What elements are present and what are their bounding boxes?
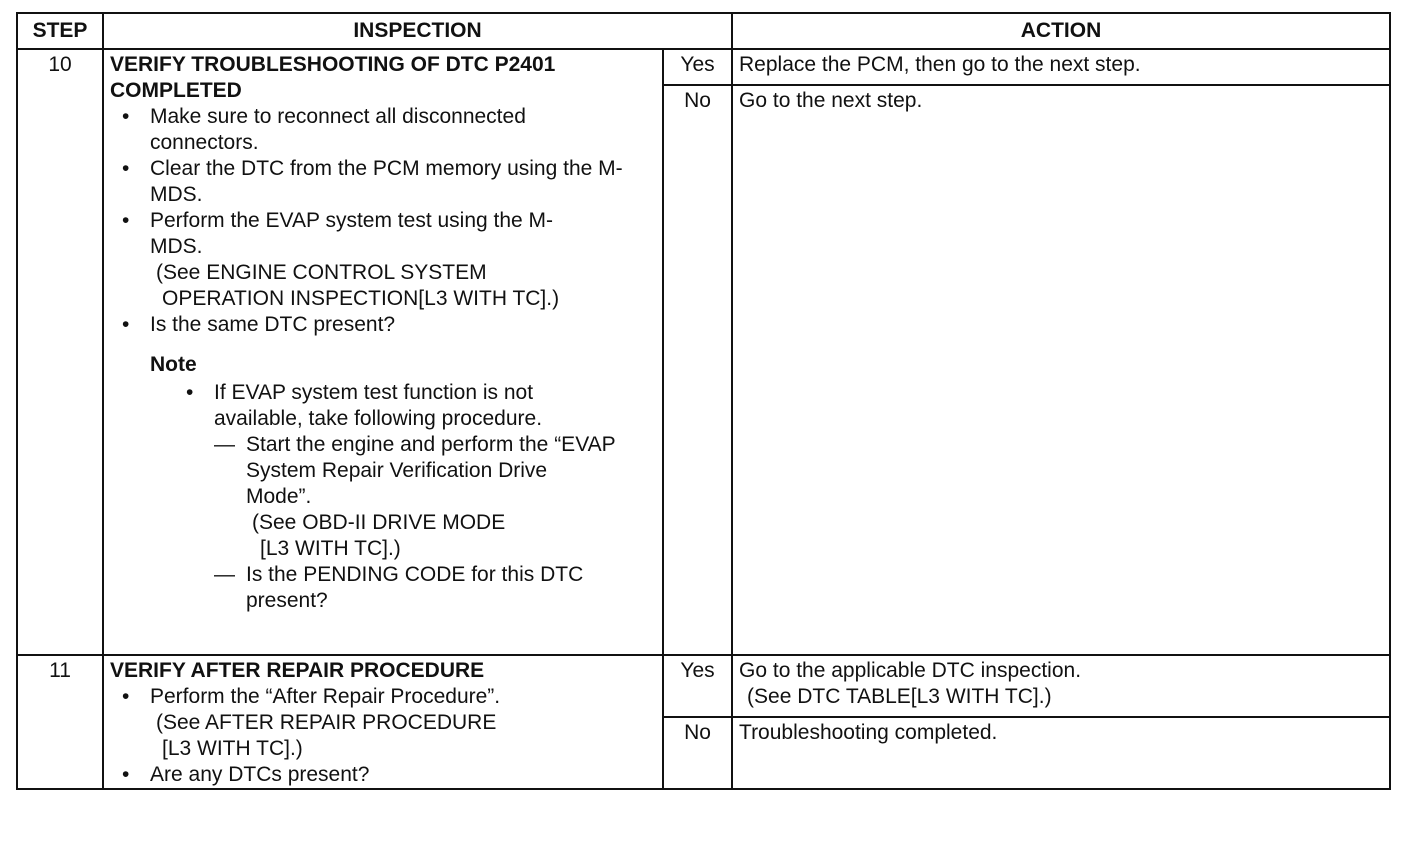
step10-note-label: Note bbox=[150, 353, 197, 376]
step10-bullet-2: • Clear the DTC from the PCM memory using the M-MDS. bbox=[122, 157, 623, 206]
step10-note-dash-1: — Start the engine and perform the “EVAP System Repair Verification Drive Mode”. bbox=[214, 433, 616, 508]
step10-number: 10 bbox=[17, 49, 103, 655]
step11-no: No bbox=[663, 717, 732, 789]
step10-yes: Yes bbox=[663, 49, 732, 85]
step10-dash1-see-2: [L3 WITH TC].) bbox=[260, 537, 401, 560]
step10-question: • Is the same DTC present? bbox=[122, 313, 396, 336]
step10-dash1-see-1: (See OBD-II DRIVE MODE bbox=[252, 511, 506, 534]
step11-title: VERIFY AFTER REPAIR PROCEDURE bbox=[110, 659, 485, 682]
step11-see-line-1: (See AFTER REPAIR PROCEDURE bbox=[156, 711, 497, 734]
step11-yes-action-line-2: (See DTC TABLE[L3 WITH TC].) bbox=[747, 685, 1052, 708]
step11-see-line-2: [L3 WITH TC].) bbox=[162, 737, 303, 760]
step11-yes: Yes bbox=[663, 655, 732, 717]
step11-bullet-1: • Perform the “After Repair Procedure”. bbox=[122, 685, 501, 708]
step10-title: VERIFY TROUBLESHOOTING OF DTC P2401 COMPLETED bbox=[110, 53, 556, 102]
header-row bbox=[17, 13, 1390, 49]
step10-bullet-1: • Make sure to reconnect all disconnected connectors. bbox=[122, 105, 526, 154]
step11-yes-action bbox=[732, 655, 1390, 717]
header-action: ACTION bbox=[732, 13, 1390, 49]
step10-row-yes bbox=[17, 49, 1390, 85]
step10-note-bullet: • If EVAP system test function is not available, take following procedure. bbox=[186, 381, 543, 430]
step10-bullet-3: • Perform the EVAP system test using the M-MDS. bbox=[122, 209, 554, 258]
step10-note-dash-2: — Is the PENDING CODE for this DTC present? bbox=[214, 563, 584, 612]
step10-no: No bbox=[663, 85, 732, 655]
step10-inspection bbox=[103, 49, 663, 655]
step11-inspection bbox=[103, 655, 663, 789]
header-inspection: INSPECTION bbox=[103, 13, 732, 49]
step11-row-yes bbox=[17, 655, 1390, 717]
step11-bullet-2: • Are any DTCs present? bbox=[122, 763, 370, 786]
step11-yes-action-line-1: Go to the applicable DTC inspection. bbox=[739, 659, 1082, 682]
step10-yes-action: Replace the PCM, then go to the next step. bbox=[732, 49, 1390, 85]
procedure-table bbox=[16, 12, 1391, 790]
step11-no-action: Troubleshooting completed. bbox=[732, 717, 1390, 789]
step11-number: 11 bbox=[17, 655, 103, 789]
step10-no-action: Go to the next step. bbox=[732, 85, 1390, 655]
step10-see-line-2: OPERATION INSPECTION[L3 WITH TC].) bbox=[162, 287, 560, 310]
header-step: STEP bbox=[17, 13, 103, 49]
step10-see-line-1: (See ENGINE CONTROL SYSTEM bbox=[156, 261, 487, 284]
